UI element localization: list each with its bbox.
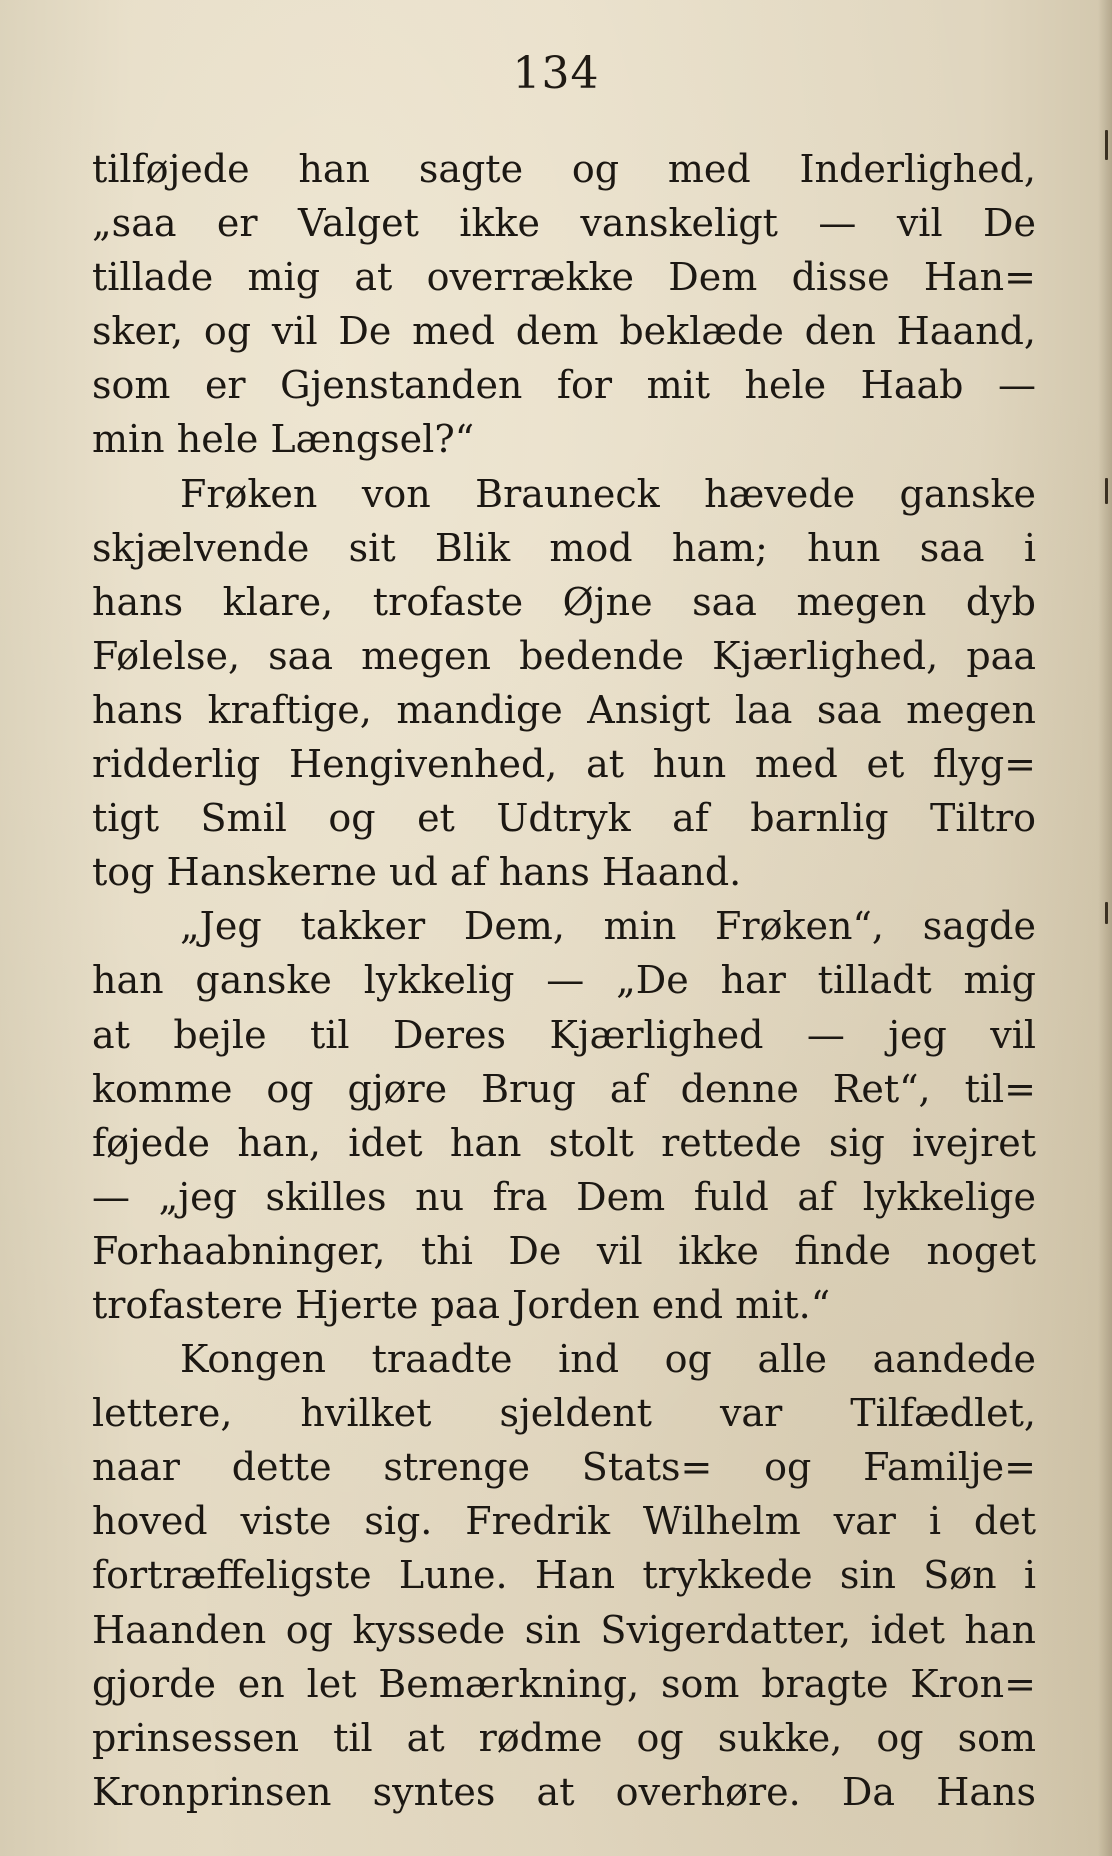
text-line: sker, og vil De med dem beklæde den Haand, [92,309,1036,354]
edge-mark [1105,902,1108,924]
text-line: gjorde en let Bemærkning, som bragte Kron= [92,1661,1036,1706]
text-line: „Jeg takker Dem, min Frøken“, sagde [180,904,1036,949]
text-line: — „jeg skilles nu fra Dem fuld af lykkelige [92,1174,1036,1219]
text-line: ridderlig Hengivenhed, at hun med et flyg= [92,742,1036,787]
edge-mark [1105,130,1108,160]
text-line: tilføjede han sagte og med Inderlighed, [92,147,1036,191]
text-line: tog Hanskerne ud af hans Haand. [92,850,742,895]
text-line: Forhaabninger, thi De vil ikke finde noget [92,1228,1036,1273]
page-number: 134 [512,48,600,99]
text-line: tigt Smil og et Udtryk af barnlig Tiltro [92,796,1036,841]
text-line: som er Gjenstanden for mit hele Haab — [92,363,1036,408]
text-line: fortræffeligste Lune. Han trykkede sin Søn i [92,1553,1036,1598]
edge-mark [1105,478,1108,504]
text-line: min hele Længsel?“ [92,417,475,462]
text-line: hans klare, trofaste Øjne saa megen dyb [92,579,1036,624]
text-line: tillade mig at overrække Dem disse Han= [92,255,1036,300]
text-line: føjede han, idet han stolt rettede sig ivejret [92,1120,1036,1165]
text-line: Kronprinsen syntes at overhøre. Da Hans [92,1769,1036,1814]
text-line: „saa er Valget ikke vanskeligt — vil De [92,201,1036,246]
text-line: han ganske lykkelig — „De har tilladt mig [92,958,1036,1003]
text-line: Kongen traadte ind og alle aandede [180,1337,1036,1382]
page-edge-shadow [1098,0,1112,1856]
text-line: lettere, hvilket sjeldent var Tilfædlet, [92,1391,1036,1436]
text-line: naar dette strenge Stats= og Familje= [92,1445,1036,1490]
text-line: hans kraftige, mandige Ansigt laa saa megen [92,687,1036,732]
body-text [92,142,1036,1819]
text-line: at bejle til Deres Kjærlighed — jeg vil [92,1012,1036,1057]
text-line: Frøken von Brauneck hævede ganske [180,471,1036,516]
text-line: komme og gjøre Brug af denne Ret“, til= [92,1066,1036,1111]
text-line: hoved viste sig. Fredrik Wilhelm var i det [92,1499,1036,1544]
text-line: skjælvende sit Blik mod ham; hun saa i [92,525,1036,570]
text-line: trofastere Hjerte paa Jorden end mit.“ [92,1282,831,1327]
text-line: Haanden og kyssede sin Svigerdatter, idet han [92,1607,1036,1652]
text-line: prinsessen til at rødme og sukke, og som [92,1715,1036,1760]
text-line: Følelse, saa megen bedende Kjærlighed, paa [92,633,1036,678]
